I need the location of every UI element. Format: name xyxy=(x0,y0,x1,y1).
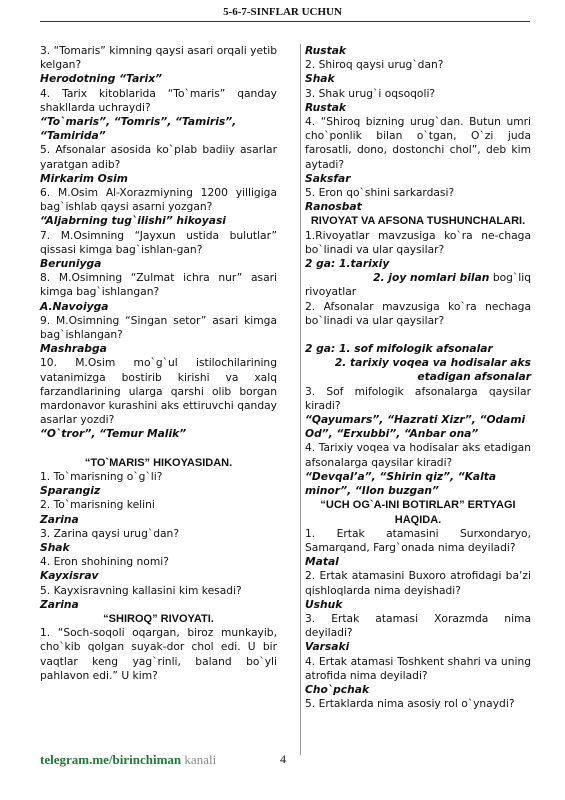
question-text: 2. Afsonalar mavzusiga ko`ra nechaga bo`linadi va ular qaysilar? xyxy=(305,299,531,327)
telegram-link-suffix: kanali xyxy=(184,752,217,767)
answer-text: Herodotning “Tarix” xyxy=(40,72,162,86)
section-heading: RIVOYAT VA AFSONA TUSHUNCHALARI. xyxy=(310,215,526,228)
column-divider xyxy=(300,44,301,755)
answer-suffix: bog`liq xyxy=(489,271,531,285)
answer-text: Shak xyxy=(40,540,70,554)
question-text: 5. Kayxisravning kallasini kim kesadi? xyxy=(40,583,242,597)
answer-text: Ushuk xyxy=(305,597,343,611)
header-divider xyxy=(40,21,530,22)
question-text: 2. To`marisning kelini xyxy=(40,498,155,512)
answer-text: Cho`pchak xyxy=(305,682,370,696)
spacer xyxy=(305,328,531,342)
question-text: rivoyatlar xyxy=(305,285,357,299)
answer-text: “Aljabrning tug`ilishi” hikoyasi xyxy=(40,214,226,228)
question-text: 4. Eron shohining nomi? xyxy=(40,555,169,569)
answer-text: Matal xyxy=(305,555,339,569)
answer-text: Saksfar xyxy=(305,171,351,185)
left-column xyxy=(40,44,277,683)
answer-text: Zarina xyxy=(40,512,79,526)
question-text: 10. M.Osim mo`g`ul istilochilarining vatanimizga bostirib kirishi va xalq farzandlarining ularga qarshi olib borgan mardonavor kurashini aks ettiruvchi qanday asarlar yozdi? xyxy=(40,356,277,427)
answer-text: “Devqal’a”, “Shirin qiz”, “Kalta minor”, “Ilon buzgan” xyxy=(305,469,497,498)
question-text: 7. M.Osimning “Jayxun ustida bulutlar” qissasi kimga bag`ishlan-gan? xyxy=(40,228,277,256)
question-text: 4. “Shiroq bizning urug`dan. Butun umri cho`ponlik bilan o`tgan, O`zi juda farosatli, dono, dostonchi chol”, deb kim aytadi? xyxy=(305,115,531,171)
question-text: 1. To`marisning o`g`li? xyxy=(40,469,163,483)
section-heading: “TO`MARIS” HIKOYASIDAN. xyxy=(84,456,233,469)
question-text: 1. Ertak atamasini Surxondaryo, Samarqand, Farg`onada nima deyiladi? xyxy=(305,526,531,554)
answer-text: 2. tarixiy voqea va hodisalar aks etadigan afsonalar xyxy=(334,356,531,384)
question-text: 6. M.Osim Al-Xorazmiyning 1200 yilligiga bag`ishlab qaysi asarni yozgan? xyxy=(40,186,277,214)
page-header: 5-6-7-SINFLAR UCHUN xyxy=(223,6,342,18)
question-text: 3. Sof mifologik afsonalarga qaysilar kiradi? xyxy=(305,384,531,412)
answer-text: 2 ga: 1. sof mifologik afsonalar xyxy=(305,342,493,356)
telegram-footer-link[interactable] xyxy=(40,752,216,768)
question-text: 4. Tarixiy voqea va hodisalar aks etadigan afsonalarga qaysilar kiradi? xyxy=(305,441,531,469)
question-text: 5. Afsonalar asosida ko`plab badiiy asarlar yaratgan adib? xyxy=(40,143,277,171)
answer-text: Zarina xyxy=(40,597,79,611)
spacer xyxy=(40,442,277,456)
question-text: 5. Ertaklarda nima asosiy rol o`ynaydi? xyxy=(305,697,515,711)
answer-text: Rustak xyxy=(305,44,347,57)
question-text: 5. Eron qo`shini sarkardasi? xyxy=(305,186,455,200)
answer-text: 2 ga: 1.tarixiy xyxy=(305,257,390,271)
answer-text: “Qayumars”, “Hazrati Xizr”, “Odami Od”, “Erxubbi”, “Anbar ona” xyxy=(305,413,526,441)
answer-text: Shak xyxy=(305,72,335,86)
question-text: 3. “Tomaris” kimning qaysi asari orqali yetib kelgan? xyxy=(40,44,277,72)
question-text: 9. M.Osimning “Singan setor” asari kimga bag`ishlangan? xyxy=(40,313,277,342)
answer-text: Kayxisrav xyxy=(40,569,99,583)
question-text: 3. Ertak atamasi Xorazmda nima deyiladi? xyxy=(305,611,531,640)
answer-text: Rustak xyxy=(305,100,347,114)
answer-text: “To`maris”, “Tomris”, “Tamiris”, “Tamirida” xyxy=(40,115,237,143)
answer-text: 2. joy nomlari bilan bog`liq xyxy=(373,271,531,285)
page-number: 4 xyxy=(280,752,286,766)
question-text: 2. Shiroq qaysi urug`dan? xyxy=(305,58,444,72)
answer-text: A.Navoiyga xyxy=(40,299,109,313)
question-text: 1. “Soch-soqoli oqargan, biroz munkayib, cho`kib qolgan suyak-dor chol edi. U bir vaqtlar keng yag`rinli, baland bo`yli pahlavon edi.” U kim? xyxy=(40,626,277,682)
answer-text: “O`tror”, “Temur Malik” xyxy=(40,427,187,441)
section-heading: “UCH OG`A-INI BOTIRLAR” ERTYAGI HAQIDA. xyxy=(320,499,516,526)
question-text: 4. Ertak atamasi Toshkent shahri va uning atrofida nima deyiladi? xyxy=(305,654,531,682)
right-column xyxy=(305,44,531,711)
telegram-link-text[interactable]: telegram.me/birinchiman xyxy=(40,752,182,767)
question-text: 3. Shak urug`i oqsoqoli? xyxy=(305,86,436,100)
answer-text: Ranosbat xyxy=(305,200,362,214)
answer-text: Beruniyga xyxy=(40,257,102,271)
section-heading: “SHIROQ” RIVOYATI. xyxy=(103,612,214,625)
answer-text: Sparangiz xyxy=(40,484,101,498)
answer-text: Mirkarim Osim xyxy=(40,171,128,185)
answer-text: Mashrabga xyxy=(40,342,107,356)
question-text: 3. Zarina qaysi urug`dan? xyxy=(40,526,179,540)
question-text: 1.Rivoyatlar mavzusiga ko`ra ne-chaga bo`linadi va ular qaysilar? xyxy=(305,228,531,256)
question-text: 8. M.Osimning “Zulmat ichra nur” asari kimga bag`ishlangan? xyxy=(40,271,277,299)
question-text: 4. Tarix kitoblarida “To`maris” qanday shakllarda uchraydi? xyxy=(40,86,277,114)
answer-text: Varsaki xyxy=(305,640,350,654)
question-text: 2. Ertak atamasini Buxoro atrofidagi ba’zi qishloqlarda nima deyishadi? xyxy=(305,569,531,597)
